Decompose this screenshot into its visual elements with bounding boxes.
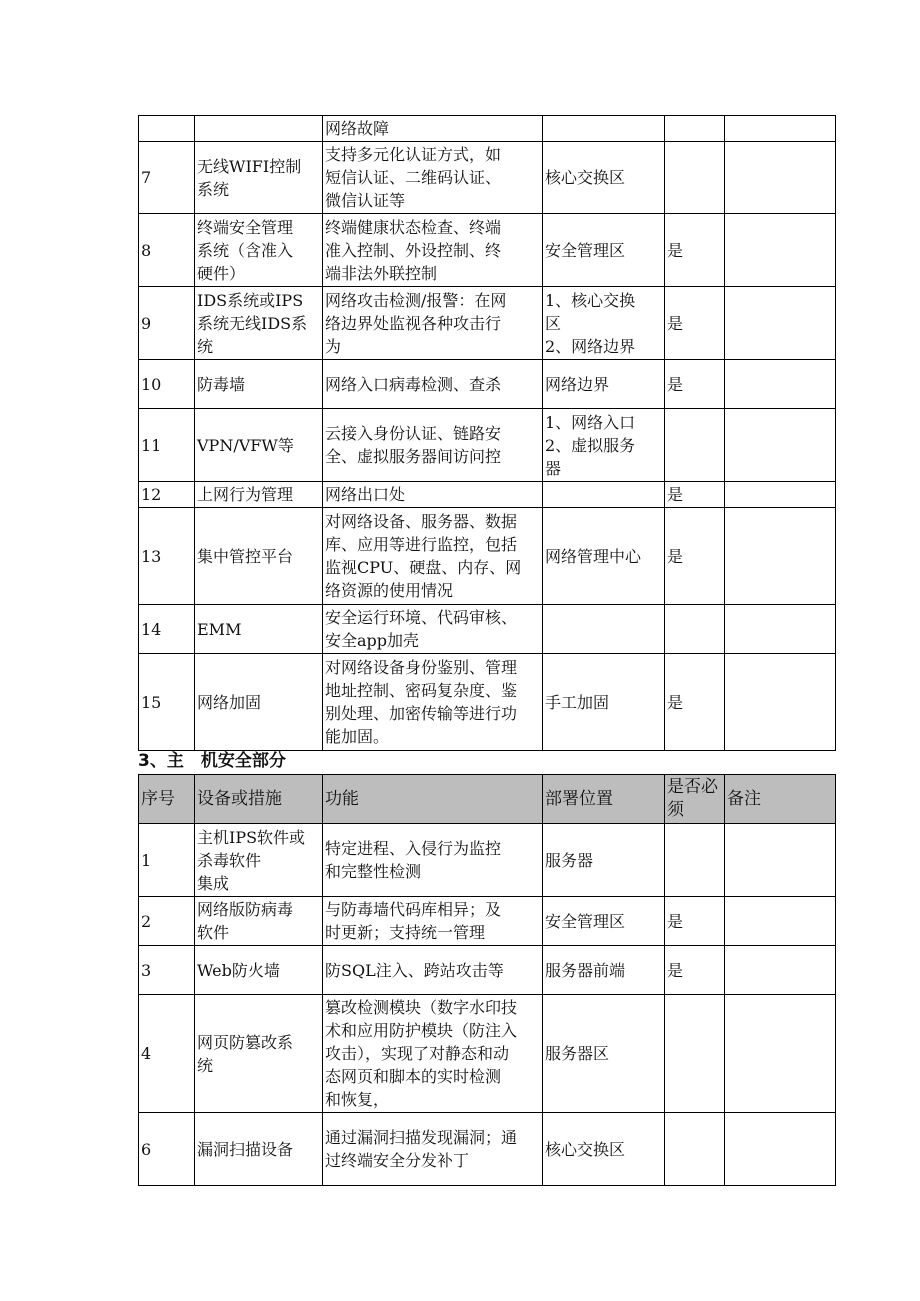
- cell-device: 漏洞扫描设备: [195, 1113, 323, 1186]
- table-row: [139, 214, 836, 287]
- cell-function: 防SQL注入、跨站攻击等: [323, 946, 543, 995]
- cell-function: 终端健康状态检查、终端 准入控制、外设控制、终 端非法外联控制: [323, 214, 543, 287]
- cell-function: 网络故障: [323, 116, 543, 142]
- cell-no: 6: [139, 1113, 195, 1186]
- cell-location: 网络边界: [543, 360, 665, 409]
- cell-note: [725, 142, 836, 214]
- cell-required: [665, 824, 725, 897]
- cell-function: 对网络设备、服务器、数据 库、应用等进行监控，包括 监视CPU、硬盘、内存、网 络资源的使用情况: [323, 508, 543, 605]
- cell-required: 是: [665, 508, 725, 605]
- cell-device: IDS系统或IPS 系统无线IDS系 统: [195, 287, 323, 360]
- cell-function: 网络出口处: [323, 482, 543, 508]
- cell-no: [139, 116, 195, 142]
- table-row: [139, 946, 836, 995]
- cell-device: 网络版防病毒 软件: [195, 897, 323, 946]
- cell-device: 主机IPS软件或 杀毒软件 集成: [195, 824, 323, 897]
- cell-note: [725, 214, 836, 287]
- cell-location: 核心交换区: [543, 1113, 665, 1186]
- table-row: [139, 824, 836, 897]
- table-row: [139, 116, 836, 142]
- network-security-table: [138, 115, 836, 751]
- cell-no: 3: [139, 946, 195, 995]
- cell-function: 支持多元化认证方式，如 短信认证、二维码认证、 微信认证等: [323, 142, 543, 214]
- cell-device: 集中管控平台: [195, 508, 323, 605]
- cell-device: VPN/VFW等: [195, 409, 323, 482]
- cell-device: 上网行为管理: [195, 482, 323, 508]
- cell-no: 4: [139, 995, 195, 1113]
- cell-required: [665, 142, 725, 214]
- cell-function: 网络入口病毒检测、查杀: [323, 360, 543, 409]
- cell-required: 是否必 须: [665, 775, 725, 824]
- cell-location: [543, 605, 665, 654]
- cell-note: [725, 360, 836, 409]
- cell-device: 防毒墙: [195, 360, 323, 409]
- cell-required: 是: [665, 214, 725, 287]
- cell-required: [665, 605, 725, 654]
- table-header-row: [139, 775, 836, 824]
- cell-no: 9: [139, 287, 195, 360]
- cell-location: 安全管理区: [543, 897, 665, 946]
- table-row: [139, 1113, 836, 1186]
- cell-note: [725, 605, 836, 654]
- table-row: [139, 142, 836, 214]
- cell-note: [725, 1113, 836, 1186]
- cell-no: 10: [139, 360, 195, 409]
- cell-device: Web防火墙: [195, 946, 323, 995]
- host-security-table: [138, 774, 836, 1186]
- cell-required: 是: [665, 482, 725, 508]
- cell-location: 服务器前端: [543, 946, 665, 995]
- table-row: [139, 897, 836, 946]
- table-row: [139, 654, 836, 751]
- cell-location: 服务器区: [543, 995, 665, 1113]
- cell-function: 通过漏洞扫描发现漏洞；通 过终端安全分发补丁: [323, 1113, 543, 1186]
- cell-no: 11: [139, 409, 195, 482]
- cell-note: [725, 946, 836, 995]
- table-row: [139, 605, 836, 654]
- cell-function: 功能: [323, 775, 543, 824]
- cell-note: [725, 482, 836, 508]
- cell-required: 是: [665, 897, 725, 946]
- cell-device: 终端安全管理 系统（含准入 硬件）: [195, 214, 323, 287]
- host-table-body: [139, 775, 836, 1186]
- cell-required: 是: [665, 360, 725, 409]
- cell-function: 云接入身份认证、链路安 全、虚拟服务器间访问控: [323, 409, 543, 482]
- cell-required: 是: [665, 287, 725, 360]
- cell-note: 备注: [725, 775, 836, 824]
- cell-location: 安全管理区: [543, 214, 665, 287]
- cell-required: 是: [665, 946, 725, 995]
- cell-device: 网络加固: [195, 654, 323, 751]
- cell-location: 手工加固: [543, 654, 665, 751]
- cell-function: 特定进程、入侵行为监控 和完整性检测: [323, 824, 543, 897]
- cell-required: [665, 995, 725, 1113]
- table-row: [139, 409, 836, 482]
- cell-note: [725, 654, 836, 751]
- cell-note: [725, 824, 836, 897]
- table-row: [139, 287, 836, 360]
- cell-note: [725, 508, 836, 605]
- cell-location: 服务器: [543, 824, 665, 897]
- table-row: [139, 482, 836, 508]
- cell-device: [195, 116, 323, 142]
- cell-location: [543, 482, 665, 508]
- cell-location: 网络管理中心: [543, 508, 665, 605]
- cell-no: 12: [139, 482, 195, 508]
- cell-no: 1: [139, 824, 195, 897]
- cell-function: 与防毒墙代码库相异；及 时更新；支持统一管理: [323, 897, 543, 946]
- cell-device: 无线WIFI控制 系统: [195, 142, 323, 214]
- cell-device: 网页防篡改系 统: [195, 995, 323, 1113]
- cell-location: 1、核心交换 区 2、网络边界: [543, 287, 665, 360]
- table-row: [139, 508, 836, 605]
- cell-function: 对网络设备身份鉴别、管理 地址控制、密码复杂度、鉴 别处理、加密传输等进行功 能加固。: [323, 654, 543, 751]
- cell-note: [725, 995, 836, 1113]
- cell-function: 安全运行环境、代码审核、 安全app加壳: [323, 605, 543, 654]
- cell-no: 序号: [139, 775, 195, 824]
- table-row: [139, 995, 836, 1113]
- network-table-body: [139, 116, 836, 751]
- cell-location: 核心交换区: [543, 142, 665, 214]
- cell-no: 8: [139, 214, 195, 287]
- cell-device: EMM: [195, 605, 323, 654]
- cell-note: [725, 409, 836, 482]
- cell-note: [725, 287, 836, 360]
- cell-function: 网络攻击检测/报警：在网 络边界处监视各种攻击行 为: [323, 287, 543, 360]
- cell-no: 7: [139, 142, 195, 214]
- cell-no: 13: [139, 508, 195, 605]
- cell-no: 14: [139, 605, 195, 654]
- section-heading: 3、主 机安全部分: [138, 751, 286, 771]
- cell-location: 部署位置: [543, 775, 665, 824]
- table-row: [139, 360, 836, 409]
- cell-no: 15: [139, 654, 195, 751]
- cell-required: [665, 1113, 725, 1186]
- cell-function: 篡改检测模块（数字水印技 术和应用防护模块（防注入 攻击），实现了对静态和动 态网页和脚本的实时检测 和恢复，: [323, 995, 543, 1113]
- cell-note: [725, 116, 836, 142]
- cell-required: [665, 409, 725, 482]
- cell-required: 是: [665, 654, 725, 751]
- cell-note: [725, 897, 836, 946]
- cell-no: 2: [139, 897, 195, 946]
- cell-location: 1、网络入口 2、虚拟服务 器: [543, 409, 665, 482]
- cell-location: [543, 116, 665, 142]
- cell-device: 设备或措施: [195, 775, 323, 824]
- cell-required: [665, 116, 725, 142]
